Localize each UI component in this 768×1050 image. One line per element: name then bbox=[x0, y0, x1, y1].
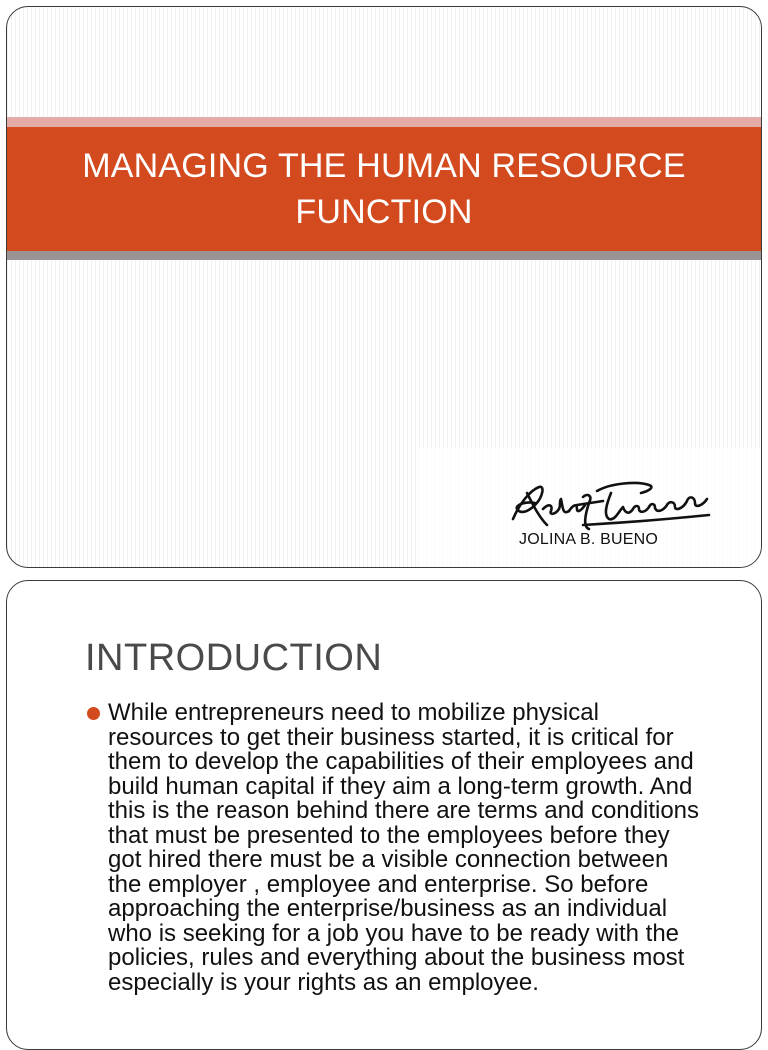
signature-image bbox=[499, 475, 719, 537]
bullet-item bbox=[87, 701, 707, 995]
bullet-text: While entrepreneurs need to mobilize physical resources to get their business started, it is critical for them to develop the capabilities of their employees and build human capital if they aim a long-term growth. And this is the reason behind there are terms and conditions that must be presented to the employees before they got hired there must be a visible connection between the employer , employee and enterprise. So before approaching the enterprise/business as an individual who is seeking for a job you have to be ready with the policies, rules and everything about the business most especially is your rights as an employee. bbox=[108, 699, 700, 996]
title-band-top-stripe bbox=[7, 117, 761, 127]
slide-title: MANAGING THE HUMAN RESOURCE FUNCTION bbox=[82, 147, 686, 231]
slide-heading: INTRODUCTION bbox=[85, 637, 383, 679]
introduction-slide bbox=[6, 580, 762, 1050]
title-slide bbox=[6, 6, 762, 568]
title-band-bottom-stripe bbox=[7, 251, 761, 260]
title-band bbox=[7, 127, 761, 251]
signature-block bbox=[417, 447, 762, 568]
author-name: JOLINA B. BUENO bbox=[519, 531, 659, 548]
bullet-dot-icon bbox=[87, 707, 100, 720]
